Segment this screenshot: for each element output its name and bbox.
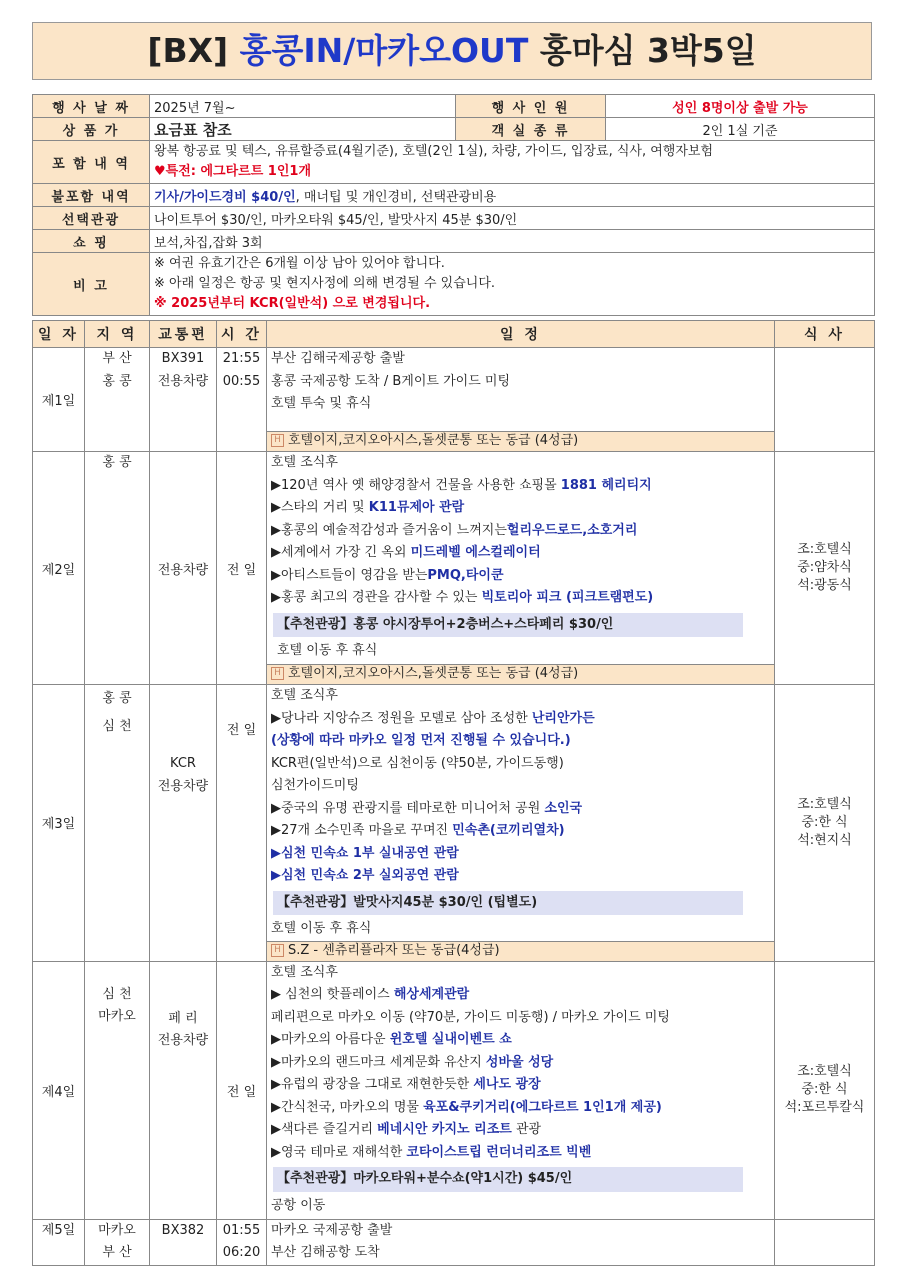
include-benefit: ♥특전: 에그타르트 1인1개 [154,164,312,179]
day3-hotel-name: S.Z - 센츄리플라자 또는 동급(4성급) [288,942,500,958]
day5-transport: BX382 [150,1219,217,1265]
header-meal: 식 사 [775,321,875,348]
schedule-table [32,320,875,1266]
day2-hotel-name: 호텔이지,코지오아시스,돌셋쿤통 또는 동급 (4성급) [288,666,579,681]
people-value: 성인 8명이상 출발 가능 [606,95,875,118]
info-table [32,94,875,316]
day4-item: ▶간식천국, 마카오의 명물 육포&쿠키거리(에그타르트 1인1개 제공) [271,1099,662,1115]
day3-train: KCR [170,756,196,771]
day3-notice: (상황에 따라 마카오 일정 먼저 진행될 수 있습니다.) [271,733,571,748]
note-3: ※ 2025년부터 KCR(일반석) 으로 변경됩니다. [154,296,431,311]
day4-ferry: 페 리 [168,1010,198,1026]
note-2: ※ 아래 일정은 항공 및 현지사정에 의해 변경될 수 있습니다. [154,276,496,291]
people-label: 행 사 인 원 [456,95,606,118]
day5-region-2: 부 산 [102,1245,132,1260]
meal-breakfast: 조:호텔식 [797,1064,852,1079]
highlight-spot: 세나도 광장 [473,1077,541,1092]
title-highlight: 홍콩IN/마카오OUT [239,31,529,70]
day3-label: 제3일 [33,685,85,962]
include-label: 포 함 내 역 [33,141,150,184]
highlight-spot: PMQ,타이쿤 [427,567,504,583]
day2-item: ▶스타의 거리 및 K11뮤제아 관람 [271,500,465,515]
room-value: 2인 1실 기준 [606,118,875,141]
day4-schedule [267,961,775,1219]
note-label: 비 고 [33,253,150,316]
day1-region-2: 홍 콩 [102,373,132,389]
day3-region-1: 홍 콩 [102,691,132,706]
highlight-spot: 해상세계관람 [393,987,470,1002]
option-value: 나이트투어 $30/인, 마카오타워 $45/인, 발맛사지 45분 $30/인 [150,207,875,230]
day3-item: ▶심천 민속쇼 1부 실내공연 관람 [271,845,459,861]
day4-region [85,961,150,1219]
day4-item: 호텔 조식후 [271,964,338,980]
day3-transport [150,685,217,962]
day4-row [33,961,875,1219]
day4-region-2: 마카오 [98,1009,136,1024]
highlight-spot: 코타이스트립 런더너리조트 빅벤 [406,1144,592,1160]
day2-schedule [267,452,775,665]
meal-breakfast: 조:호텔식 [797,796,852,812]
price-value: 요금표 참조 [150,118,456,141]
option-label: 선택관광 [33,207,150,230]
room-label: 객 실 종 류 [456,118,606,141]
day4-meal [775,961,875,1219]
page-title [32,22,872,80]
highlight-spot: 난리안가든 [531,710,595,726]
meal-lunch: 중:한 식 [801,1082,848,1097]
day5-row [33,1219,875,1265]
day3-region-2: 심 천 [102,719,132,734]
day5-item: 부산 김해공항 도착 [271,1245,380,1260]
day1-hotel [267,432,775,452]
day3-recommended-tour: 【추천관광】발맛사지45분 $30/인 (팁별도) [273,891,743,916]
header-schedule: 일 정 [267,321,775,348]
hotel-icon: H [271,667,284,680]
meal-lunch: 중:얌차식 [797,560,852,575]
include-line1: 왕복 항공료 및 텍스, 유류할증료(4월기준), 호텔(2인 1실), 차량, 가이드, 입장료, 식사, 여행자보험 [154,144,714,159]
highlight-spot: 미드레벨 에스컬레이터 [410,545,541,560]
day3-region [85,685,150,962]
day2-item: 호텔 이동 후 휴식 [277,643,378,658]
highlight-spot: 성바울 성당 [485,1054,554,1070]
day2-label: 제2일 [33,452,85,685]
day3-hotel [267,941,775,961]
shopping-value: 보석,차집,잡화 3회 [150,230,875,253]
day5-label: 제5일 [33,1219,85,1265]
include-cell [150,141,875,184]
day4-label: 제4일 [33,961,85,1219]
date-label: 행 사 날 짜 [33,95,150,118]
day2-recommended-tour: 【추천관광】홍콩 야시장투어+2층버스+스타페리 $30/인 [273,613,743,638]
exclude-rest: , 매너팁 및 개인경비, 선택관광비용 [295,189,497,205]
day1-item: 부산 김해국제공항 출발 [271,351,405,366]
day5-region [85,1219,150,1265]
day1-vehicle: 전용차량 [157,373,209,389]
highlight-spot: 베네시안 카지노 리조트 [377,1122,512,1137]
header-transport: 교통편 [150,321,217,348]
day4-item: ▶유럽의 광장을 그대로 재현한듯한 세나도 광장 [271,1077,541,1092]
day4-region-1: 심 천 [102,986,132,1002]
highlight-spot: 소인국 [544,800,583,816]
date-value: 2025년 7월~ [150,95,456,118]
title-suffix: 홍마심 3박5일 [539,31,757,70]
day3-item: 호텔 이동 후 휴식 [271,921,372,936]
highlight-spot: 민속촌(코끼리열차) [452,823,565,838]
day2-transport: 전용차량 [150,452,217,685]
header-day: 일 자 [33,321,85,348]
day5-schedule [267,1219,775,1265]
day2-meal [775,452,875,685]
day5-item: 마카오 국제공항 출발 [271,1222,393,1238]
day3-vehicle: 전용차량 [157,778,209,794]
day2-row [33,452,875,665]
exclude-label: 불포함 내역 [33,184,150,207]
highlight-spot: 육포&쿠키거리(에그타르트 1인1개 제공) [423,1099,662,1115]
day4-item: 페리편으로 마카오 이동 (약70분, 가이드 미동행) / 마카오 가이드 미팅 [271,1009,670,1025]
highlight-spot: 1881 헤리티지 [560,477,652,493]
day3-item: 심천가이드미팅 [271,778,359,793]
day5-region-1: 마카오 [98,1222,136,1238]
day2-item: ▶세계에서 가장 긴 옥외 미드레벨 에스컬레이터 [271,545,541,560]
meal-dinner: 석:포르투칼식 [784,1100,865,1115]
note-1: ※ 여권 유효기간은 6개월 이상 남아 있어야 합니다. [154,256,445,271]
day1-hotel-name: 호텔이지,코지오아시스,돌셋쿤통 또는 동급 (4성급) [288,433,579,448]
shopping-label: 쇼 핑 [33,230,150,253]
day4-item: ▶마카오의 랜드마크 세계문화 유산지 성바울 성당 [271,1054,554,1070]
day3-time: 전 일 [217,685,267,962]
hotel-icon: H [271,434,284,447]
meal-lunch: 중:한 식 [801,814,848,830]
day3-item: ▶당나라 지앙슈즈 정원을 모델로 삼아 조성한 난리안가든 [271,710,595,726]
note-cell [150,253,875,316]
highlight-spot: 빅토리아 피크 (피크트램편도) [481,590,654,605]
meal-dinner: 석:광동식 [797,578,852,593]
hotel-icon: H [271,944,284,957]
day5-time [217,1219,267,1265]
day2-item: ▶홍콩의 예술적감성과 즐거움이 느껴지는헐리우드로드,소호거리 [271,522,638,538]
title-prefix: [BX] [147,31,229,70]
day1-region [85,348,150,452]
day4-item: ▶마카오의 아름다운 윈호텔 실내이벤트 쇼 [271,1032,512,1047]
day2-item: ▶홍콩 최고의 경관을 감사할 수 있는 빅토리아 피크 (피크트램편도) [271,590,654,605]
day3-item: ▶중국의 유명 관광지를 테마로한 미니어처 공원 소인국 [271,800,583,816]
header-region: 지 역 [85,321,150,348]
highlight-spot: 헐리우드로드,소호거리 [506,522,638,538]
day1-flight: BX391 [161,351,205,366]
day3-schedule [267,685,775,942]
day1-item: 홍콩 국제공항 도착 / B게이트 가이드 미팅 [271,373,511,389]
day1-row [33,348,875,432]
highlight-spot: K11뮤제아 관람 [368,500,465,515]
exclude-guide-fee: 기사/가이드경비 $40/인 [154,189,296,205]
day1-item: 호텔 투숙 및 휴식 [271,396,372,411]
exclude-cell [150,184,875,207]
header-time: 시 간 [217,321,267,348]
day1-region-1: 부 산 [102,351,132,366]
day4-item: ▶ 심천의 핫플레이스 해상세계관람 [271,987,470,1002]
day2-region: 홍 콩 [85,452,150,685]
day1-transport [150,348,217,452]
highlight-spot: 윈호텔 실내이벤트 쇼 [389,1032,512,1047]
day2-hotel [267,665,775,685]
meal-dinner: 석:현지식 [797,832,852,848]
day1-time-1: 21:55 [222,351,261,366]
day4-time: 전 일 [217,961,267,1219]
day4-item: ▶영국 테마로 재해석한 코타이스트립 런더너리조트 빅벤 [271,1144,592,1160]
day4-item: ▶색다른 즐길거리 베네시안 카지노 리조트 관광 [271,1122,542,1137]
day5-time-2: 06:20 [222,1245,261,1260]
day3-meal [775,685,875,962]
day3-item: ▶27개 소수민족 마을로 꾸며진 민속촌(코끼리열차) [271,823,565,838]
day2-item: 호텔 조식후 [271,455,338,470]
day3-row [33,685,875,942]
day4-item: 공항 이동 [271,1197,326,1213]
day4-transport [150,961,217,1219]
day5-meal [775,1219,875,1265]
day4-vehicle: 전용차량 [157,1033,209,1048]
day2-time: 전 일 [217,452,267,685]
day4-recommended-tour: 【추천관광】마카오타워+분수쇼(약1시간) $45/인 [273,1167,743,1192]
day1-time-2: 00:55 [222,373,261,389]
day2-item: ▶아티스트들이 영감을 받는PMQ,타이쿤 [271,567,504,583]
day1-time [217,348,267,452]
day3-item: ▶심천 민속쇼 2부 실외공연 관람 [271,868,459,883]
day2-item: ▶120년 역사 옛 해양경찰서 건물을 사용한 쇼핑몰 1881 헤리티지 [271,477,652,493]
day3-item: 호텔 조식후 [271,688,338,703]
day1-label: 제1일 [33,348,85,452]
day1-schedule [267,348,775,432]
day1-meal [775,348,875,452]
day3-item: KCR편(일반석)으로 심천이동 (약50분, 가이드동행) [271,755,564,771]
day5-time-1: 01:55 [222,1222,261,1238]
meal-breakfast: 조:호텔식 [797,542,852,557]
price-label: 상 품 가 [33,118,150,141]
